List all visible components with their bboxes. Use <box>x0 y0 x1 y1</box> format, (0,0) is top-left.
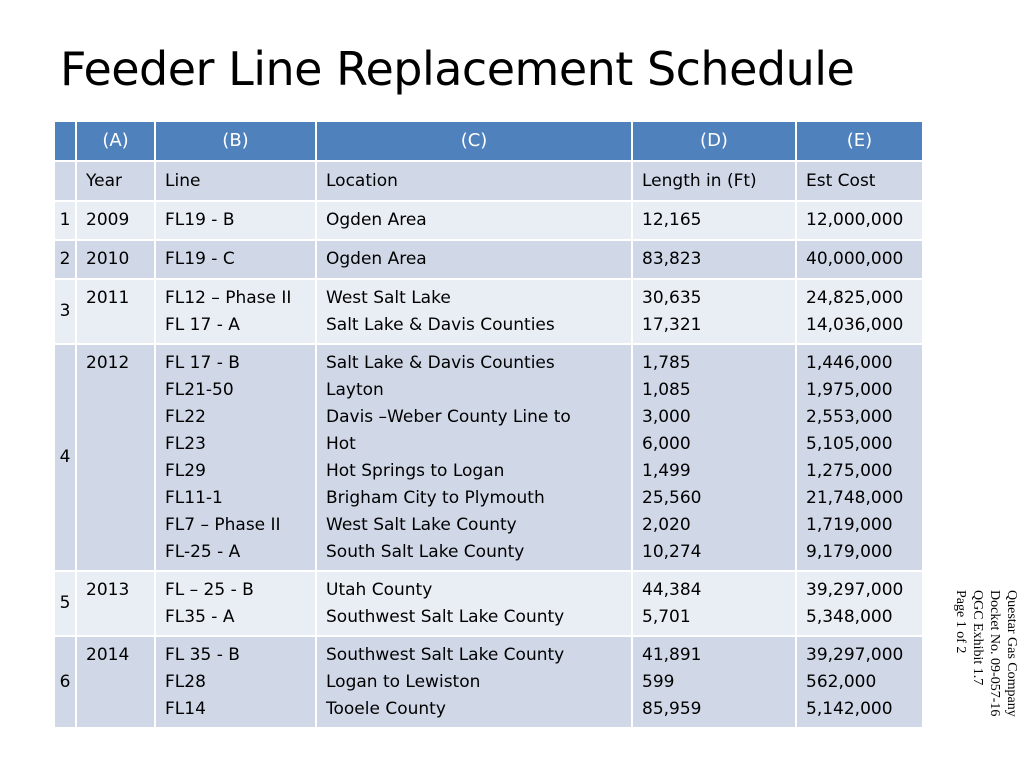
location-cell <box>316 201 632 240</box>
location-cell <box>316 279 632 344</box>
cost-item: 14,036,000 <box>806 315 904 335</box>
cost-item: 21,748,000 <box>806 488 904 508</box>
location-cell <box>316 636 632 728</box>
header-corner-cell <box>54 121 76 161</box>
line-cell <box>155 279 316 344</box>
location-item: Hot Springs to Logan <box>326 461 505 481</box>
length-item: 44,384 <box>642 580 702 600</box>
line-item: FL12 – Phase II <box>165 288 292 308</box>
column-letter-row <box>54 121 923 161</box>
cost-item: 5,348,000 <box>806 607 893 627</box>
length-cell <box>632 240 796 279</box>
cost-item: 12,000,000 <box>806 210 904 230</box>
location-item: Davis –Weber County Line to <box>326 407 571 427</box>
exhibit-stamp-line: Docket No. 09-057-16 <box>987 590 1002 717</box>
line-item: FL7 – Phase II <box>165 515 281 535</box>
year-cell: 2011 <box>76 279 155 344</box>
line-item: FL-25 - A <box>165 542 241 562</box>
location-item: Brigham City to Plymouth <box>326 488 545 508</box>
cost-cell <box>796 201 923 240</box>
line-item: FL – 25 - B <box>165 580 254 600</box>
cost-item: 1,446,000 <box>806 353 893 373</box>
location-item: Layton <box>326 380 384 400</box>
exhibit-stamp-line: Questar Gas Company <box>1004 590 1019 717</box>
row-number: 2 <box>54 240 76 279</box>
cost-item: 1,275,000 <box>806 461 893 481</box>
cost-item: 1,975,000 <box>806 380 893 400</box>
line-cell <box>155 571 316 636</box>
row-number: 6 <box>54 636 76 728</box>
year-cell: 2013 <box>76 571 155 636</box>
cost-item: 39,297,000 <box>806 645 904 665</box>
table-row <box>54 636 923 728</box>
column-name-length: Length in (Ft) <box>632 161 796 201</box>
line-item: FL22 <box>165 407 206 427</box>
length-cell <box>632 344 796 571</box>
length-item: 10,274 <box>642 542 702 562</box>
location-item: Hot <box>326 434 356 454</box>
exhibit-stamp-line: QGC Exhibit 1.7 <box>970 590 985 686</box>
exhibit-stamp <box>930 590 1020 750</box>
line-item: FL11-1 <box>165 488 223 508</box>
row-number: 5 <box>54 571 76 636</box>
cost-item: 40,000,000 <box>806 249 904 269</box>
length-item: 1,499 <box>642 461 691 481</box>
location-item: Salt Lake & Davis Counties <box>326 315 555 335</box>
line-cell <box>155 636 316 728</box>
column-name-cost: Est Cost <box>796 161 923 201</box>
location-cell <box>316 344 632 571</box>
column-letter-e: (E) <box>796 121 923 161</box>
length-cell <box>632 636 796 728</box>
cost-item: 5,142,000 <box>806 699 893 719</box>
line-cell <box>155 240 316 279</box>
column-letter-b: (B) <box>155 121 316 161</box>
column-name-year: Year <box>76 161 155 201</box>
table-row <box>54 344 923 571</box>
length-cell <box>632 279 796 344</box>
location-item: Salt Lake & Davis Counties <box>326 353 555 373</box>
line-item: FL21-50 <box>165 380 234 400</box>
column-letter-a: (A) <box>76 121 155 161</box>
location-item: Ogden Area <box>326 249 427 269</box>
cost-cell <box>796 344 923 571</box>
year-cell: 2009 <box>76 201 155 240</box>
table-row <box>54 279 923 344</box>
length-cell <box>632 201 796 240</box>
line-item: FL19 - B <box>165 210 235 230</box>
cost-item: 562,000 <box>806 672 877 692</box>
location-item: Logan to Lewiston <box>326 672 481 692</box>
length-item: 30,635 <box>642 288 702 308</box>
line-item: FL 17 - B <box>165 353 240 373</box>
location-item: South Salt Lake County <box>326 542 525 562</box>
row-number: 1 <box>54 201 76 240</box>
length-item: 83,823 <box>642 249 702 269</box>
cost-item: 39,297,000 <box>806 580 904 600</box>
table-row <box>54 571 923 636</box>
location-item: West Salt Lake <box>326 288 451 308</box>
column-name-row <box>54 161 923 201</box>
line-item: FL23 <box>165 434 206 454</box>
location-item: Southwest Salt Lake County <box>326 607 565 627</box>
exhibit-stamp-line: Page 1 of 2 <box>953 590 968 654</box>
length-item: 2,020 <box>642 515 691 535</box>
cost-cell <box>796 636 923 728</box>
line-item: FL14 <box>165 699 206 719</box>
line-item: FL 17 - A <box>165 315 240 335</box>
line-cell <box>155 201 316 240</box>
length-item: 6,000 <box>642 434 691 454</box>
exhibit-stamp-text <box>952 590 1020 760</box>
column-letter-d: (D) <box>632 121 796 161</box>
location-item: Ogden Area <box>326 210 427 230</box>
line-cell <box>155 344 316 571</box>
length-item: 85,959 <box>642 699 702 719</box>
location-cell <box>316 571 632 636</box>
year-cell: 2014 <box>76 636 155 728</box>
location-cell <box>316 240 632 279</box>
line-item: FL35 - A <box>165 607 235 627</box>
cost-item: 9,179,000 <box>806 542 893 562</box>
length-item: 17,321 <box>642 315 702 335</box>
slide-title: Feeder Line Replacement Schedule <box>60 42 855 96</box>
year-cell: 2012 <box>76 344 155 571</box>
row-number: 4 <box>54 344 76 571</box>
column-letter-c: (C) <box>316 121 632 161</box>
year-cell: 2010 <box>76 240 155 279</box>
cost-cell <box>796 279 923 344</box>
location-item: West Salt Lake County <box>326 515 517 535</box>
length-item: 41,891 <box>642 645 702 665</box>
length-cell <box>632 571 796 636</box>
length-item: 1,085 <box>642 380 691 400</box>
cost-item: 1,719,000 <box>806 515 893 535</box>
column-name-corner <box>54 161 76 201</box>
cost-item: 5,105,000 <box>806 434 893 454</box>
length-item: 25,560 <box>642 488 702 508</box>
cost-cell <box>796 240 923 279</box>
length-item: 3,000 <box>642 407 691 427</box>
column-name-location: Location <box>316 161 632 201</box>
line-item: FL19 - C <box>165 249 235 269</box>
table-row <box>54 240 923 279</box>
schedule-table <box>53 120 924 729</box>
length-item: 5,701 <box>642 607 691 627</box>
row-number: 3 <box>54 279 76 344</box>
line-item: FL29 <box>165 461 206 481</box>
table-row <box>54 201 923 240</box>
column-name-line: Line <box>155 161 316 201</box>
length-item: 12,165 <box>642 210 702 230</box>
line-item: FL 35 - B <box>165 645 240 665</box>
location-item: Utah County <box>326 580 433 600</box>
location-item: Southwest Salt Lake County <box>326 645 565 665</box>
cost-cell <box>796 571 923 636</box>
cost-item: 2,553,000 <box>806 407 893 427</box>
length-item: 1,785 <box>642 353 691 373</box>
line-item: FL28 <box>165 672 206 692</box>
length-item: 599 <box>642 672 675 692</box>
location-item: Tooele County <box>326 699 446 719</box>
cost-item: 24,825,000 <box>806 288 904 308</box>
